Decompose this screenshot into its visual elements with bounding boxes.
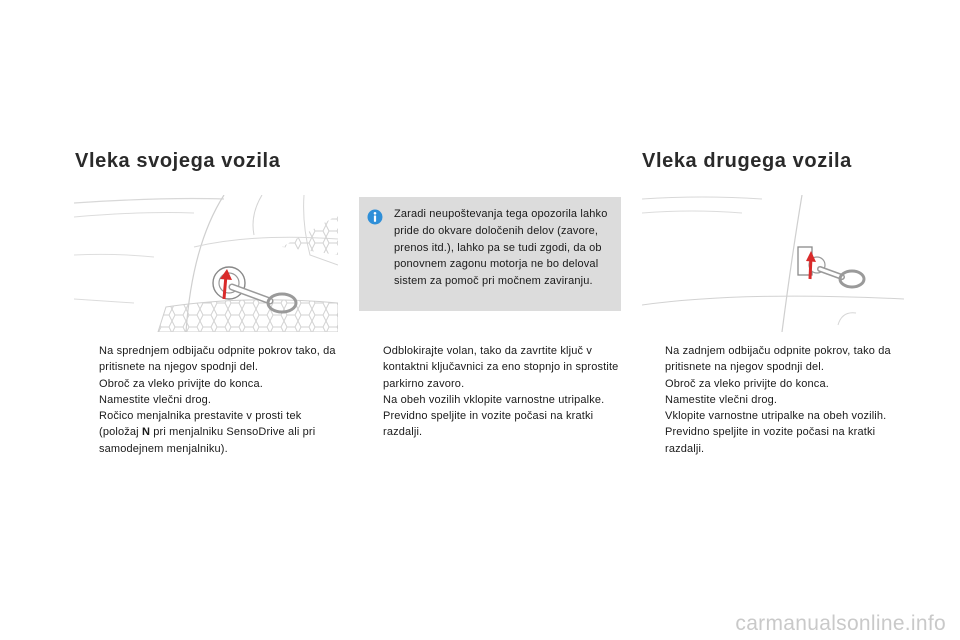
section-title-other-vehicle: Vleka drugega vozila (642, 150, 852, 172)
warning-info-box (359, 197, 621, 311)
rear-bumper-drawing (642, 195, 904, 332)
neutral-position-label: N (141, 426, 151, 439)
list-item: Previdno speljite in vozite počasi na kratki razdalji. (383, 410, 594, 439)
common-steps (362, 343, 624, 441)
list-item: Na obeh vozilih vklopite varnostne utripalke. (383, 393, 605, 406)
list-item: Namestite vlečni drog. (99, 393, 212, 406)
list-item: Na zadnjem odbijaču odpnite pokrov, tako da pritisnete na njegov spodnji del. (665, 345, 891, 374)
watermark: carmanualsonline.info (735, 612, 946, 635)
list-item: Odblokirajte volan, tako da zavrtite ključ v kontaktni ključavnici za eno stopnjo in sprostite parkirno zavoro. (383, 345, 619, 390)
list-item: Na sprednjem odbijaču odpnite pokrov tako, da pritisnete na njegov spodnji del. (99, 345, 336, 374)
front-bumper-drawing (74, 195, 338, 332)
info-icon (367, 209, 383, 225)
list-item: Previdno speljite in vozite počasi na kratki razdalji. (665, 426, 876, 455)
info-text: Zaradi neupoštevanja tega opozorila lahko pride do okvare določenih delov (zavore, prenos itd.), lahko pa se tudi zgodi, da ob ponovnem zagonu motorja ne bo deloval sistem za pomoč pri močnem zaviranju. (394, 208, 608, 288)
section-title-own-vehicle: Vleka svojega vozila (75, 150, 281, 172)
list-item: Vklopite varnostne utripalke na obeh vozilih. (665, 410, 887, 423)
other-vehicle-steps (644, 343, 906, 457)
list-item: Obroč za vleko privijte do konca. (665, 377, 829, 390)
front-tow-eye-illustration (74, 195, 338, 332)
own-vehicle-steps (78, 343, 340, 457)
list-item: Obroč za vleko privijte do konca. (99, 377, 263, 390)
list-item: Ročico menjalnika prestavite v prosti tek (položaj N pri menjalniku SensoDrive ali pri samodejnem menjalniku). (99, 410, 316, 455)
rear-tow-eye-illustration (642, 195, 904, 332)
list-item: Namestite vlečni drog. (665, 393, 778, 406)
